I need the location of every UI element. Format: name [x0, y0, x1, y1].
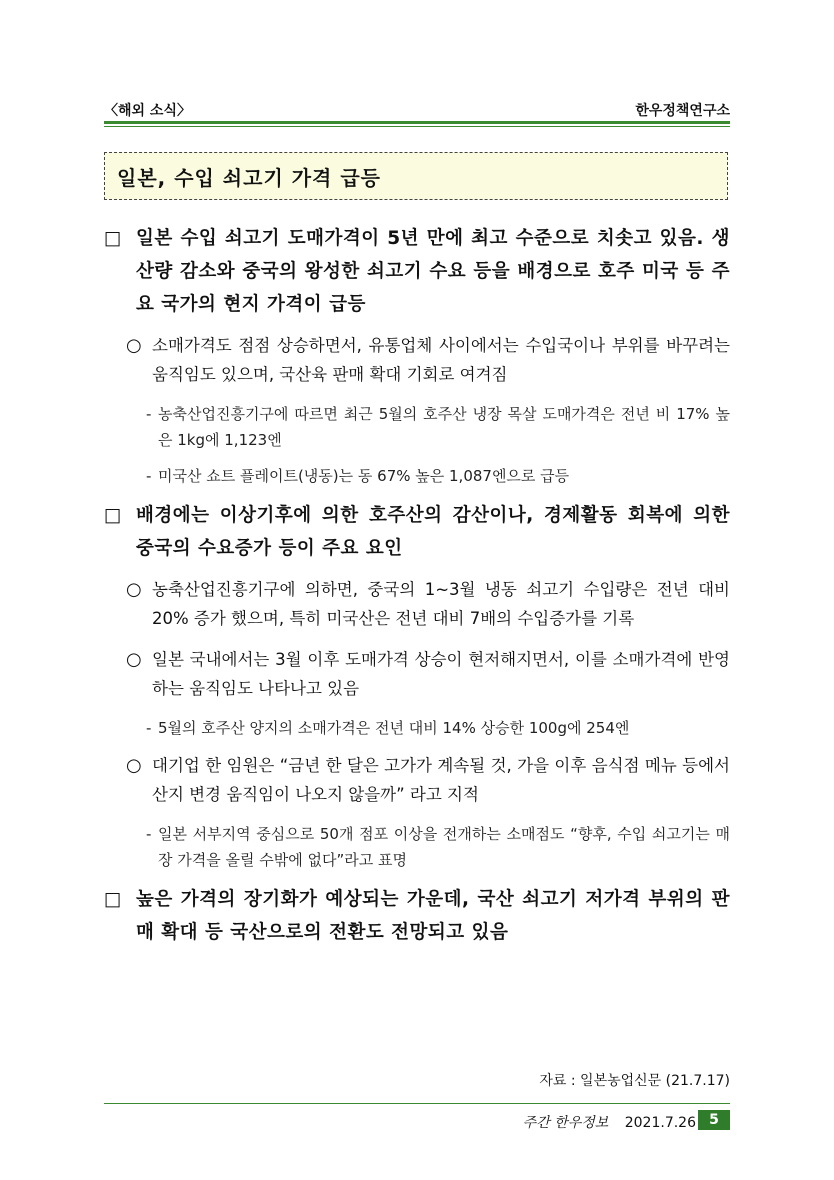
article-title-box: [104, 152, 728, 200]
sub-point: [126, 751, 730, 809]
footer-rule: [104, 1103, 730, 1104]
sub-point-text: 일본 국내에서는 3월 이후 도매가격 상승이 현저해지면서, 이를 소매가격에 반영하는 움직임도 나타나고 있음: [152, 650, 730, 698]
dash-bullet-icon: -: [146, 467, 152, 485]
article-title: 일본, 수입 쇠고기 가격 급등: [117, 165, 381, 190]
dash-bullet-icon: -: [146, 719, 152, 737]
circle-bullet-icon: ○: [126, 579, 142, 600]
detail-point: [146, 463, 730, 489]
dash-bullet-icon: -: [146, 405, 152, 423]
square-bullet-icon: □: [104, 889, 122, 910]
sub-point-text: 농축산업진흥기구에 의하면, 중국의 1~3월 냉동 쇠고기 수입량은 전년 대비 20% 증가 했으며, 특히 미국산은 전년 대비 7배의 수입증가를 기록: [152, 580, 730, 628]
main-point-text: 높은 가격의 장기화가 예상되는 가운데, 국산 쇠고기 저가격 부위의 판매 확대 등 국산으로의 전환도 전망되고 있음: [136, 889, 730, 943]
article-body: [104, 222, 730, 959]
dash-bullet-icon: -: [146, 825, 152, 843]
page-number: 5: [698, 1110, 730, 1130]
sub-point-text: 소매가격도 점점 상승하면서, 유통업체 사이에서는 수입국이나 부위를 바꾸려는 움직임도 있으며, 국산육 판매 확대 기회로 여겨짐: [152, 336, 730, 384]
main-point-text: 일본 수입 쇠고기 도매가격이 5년 만에 최고 수준으로 치솟고 있음. 생산량 감소와 중국의 왕성한 쇠고기 수요 등을 배경으로 호주 미국 등 주요 국가의 현지 가격이 급등: [136, 228, 730, 315]
header-rule-thin: [104, 126, 730, 127]
sub-point: [126, 645, 730, 703]
main-point-text: 배경에는 이상기후에 의한 호주산의 감산이나, 경제활동 회복에 의한 중국의 수요증가 등이 주요 요인: [136, 505, 730, 559]
footer-info: [523, 1112, 696, 1132]
square-bullet-icon: □: [104, 228, 122, 249]
detail-point: [146, 821, 730, 873]
source-citation: 자료 : 일본농업신문 (21.7.17): [539, 1073, 730, 1089]
detail-point-text: 일본 서부지역 중심으로 50개 점포 이상을 전개하는 소매점도 “향후, 수입 쇠고기는 매장 가격을 올릴 수밖에 없다”라고 표명: [158, 825, 730, 869]
square-bullet-icon: □: [104, 505, 122, 526]
header-rule: [104, 121, 730, 124]
sub-point: [126, 331, 730, 389]
main-point: [104, 499, 730, 565]
sub-point: [126, 575, 730, 633]
detail-point: [146, 715, 730, 741]
organization-name: 한우정책연구소: [635, 103, 730, 119]
publication-date: 2021.7.26: [624, 1115, 696, 1131]
detail-point-text: 농축산업진흥기구에 따르면 최근 5월의 호주산 냉장 목살 도매가격은 전년 비 17% 높은 1kg에 1,123엔: [158, 405, 730, 449]
circle-bullet-icon: ○: [126, 649, 142, 670]
detail-point-text: 미국산 쇼트 플레이트(냉동)는 동 67% 높은 1,087엔으로 급등: [158, 467, 570, 485]
circle-bullet-icon: ○: [126, 755, 142, 776]
detail-point-text: 5월의 호주산 양지의 소매가격은 전년 대비 14% 상승한 100g에 254엔: [158, 719, 630, 737]
section-label: 〈해외 소식〉: [104, 103, 191, 119]
detail-point: [146, 401, 730, 453]
main-point: [104, 883, 730, 949]
circle-bullet-icon: ○: [126, 335, 142, 356]
sub-point-text: 대기업 한 임원은 “금년 한 달은 고가가 계속될 것, 가을 이후 음식점 메뉴 등에서 산지 변경 움직임이 나오지 않을까” 라고 지적: [152, 756, 730, 804]
main-point: [104, 222, 730, 321]
publication-name: 주간 한우정보: [522, 1115, 609, 1131]
